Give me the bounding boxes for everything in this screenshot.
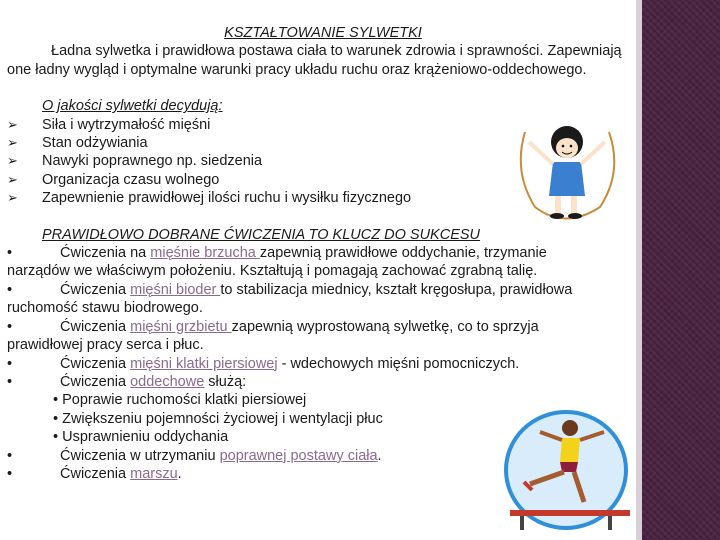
quality-heading: O jakości sylwetki decydują: <box>42 98 223 115</box>
exercise-item-posture: • Ćwiczenia w utrzymaniu poprawnej postawy ciała. <box>7 447 382 464</box>
bullet: • <box>7 465 13 482</box>
list-item: ➢ Stan odżywiania <box>7 135 148 152</box>
list-item: ➢ Siła i wytrzymałość mięśni <box>7 116 211 133</box>
link-back-muscles[interactable]: mięśni grzbietu <box>130 318 232 335</box>
link-breathing-exercises[interactable]: oddechowe <box>130 373 205 390</box>
arrow-bullet-icon: ➢ <box>7 116 18 132</box>
exercise-item-back: • Ćwiczenia mięśni grzbietu zapewnią wyprostowaną sylwetkę, co to sprzyja prawidłowej pracy serca i płuc. <box>7 318 539 354</box>
jump-rope-girl-illustration <box>505 112 627 230</box>
list-item: ➢ Zapewnienie prawidłowej ilości ruchu i wysiłku fizycznego <box>7 190 412 207</box>
bullet: • <box>7 318 13 335</box>
exercises-heading: PRAWIDŁOWO DOBRANE ĆWICZENIA TO KLUCZ DO SUKCESU <box>42 226 481 243</box>
exercise-item-abdomen: • Ćwiczenia na mięśnie brzucha zapewnią prawidłowe oddychanie, trzymanie narządów we właściwym położeniu. Kształtują i pomagają zachować zgrabną talię. <box>7 245 547 280</box>
exercise-item-chest: • Ćwiczenia mięśni klatki piersiowej - wdechowych mięśni pomocniczych. <box>7 355 520 372</box>
link-chest-muscles[interactable]: mięśni klatki piersiowej <box>130 355 278 372</box>
intro-paragraph: Ładna sylwetka i prawidłowa postawa ciała to warunek zdrowia i sprawności. Zapewniają one ładny wygląd i optymalne warunki pracy układu ruchu oraz krążeniowo-oddechowego. <box>7 43 622 78</box>
list-item: ➢ Organizacja czasu wolnego <box>7 171 220 188</box>
decorative-side-band <box>642 0 720 540</box>
sub-item: • Poprawie ruchomości klatki piersiowej <box>53 392 307 409</box>
exercise-item-hips: • Ćwiczenia mięśni bioder to stabilizacja miednicy, kształt kręgosłupa, prawidłowa ruchomość stawu biodrowego. <box>7 281 573 317</box>
bullet: • <box>7 447 13 464</box>
bullet: • <box>7 373 13 390</box>
exercise-item-breathing: • Ćwiczenia oddechowe służą: <box>7 373 247 390</box>
bullet: • <box>7 355 13 372</box>
arrow-bullet-icon: ➢ <box>7 153 18 169</box>
arrow-bullet-icon: ➢ <box>7 190 18 206</box>
bullet: • <box>7 281 13 298</box>
list-item: ➢ Nawyki poprawnego np. siedzenia <box>7 153 263 170</box>
bullet: • <box>7 245 13 262</box>
arrow-bullet-icon: ➢ <box>7 135 18 151</box>
sub-item: • Zwiększeniu pojemności życiowej i wentylacji płuc <box>53 410 383 427</box>
page-title: KSZTAŁTOWANIE SYLWETKI <box>224 25 422 41</box>
link-hip-muscles[interactable]: mięśni bioder <box>130 281 221 298</box>
arrow-bullet-icon: ➢ <box>7 171 18 187</box>
exercise-item-walking: • Ćwiczenia marszu. <box>7 465 182 482</box>
link-correct-posture[interactable]: poprawnej postawy ciała <box>219 447 378 464</box>
link-abdomen-muscles[interactable]: mięśnie brzucha <box>150 245 260 262</box>
link-walking[interactable]: marszu <box>130 465 178 482</box>
sub-item: • Usprawnieniu oddychania <box>53 429 229 446</box>
hurdle-runner-illustration <box>500 398 640 534</box>
